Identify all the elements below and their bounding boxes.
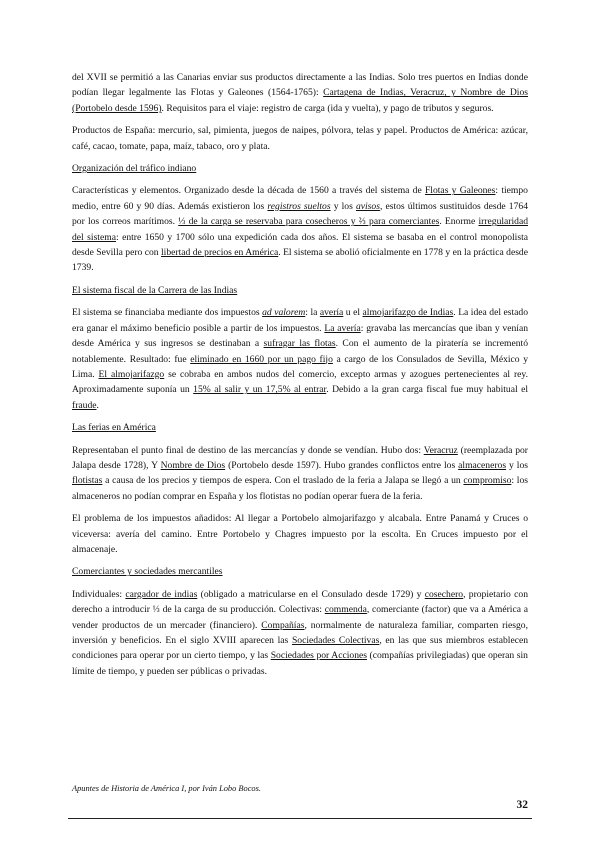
- text-run: . El sistema se abolió oficialmente en 1778 y en la práctica desde 1739.: [72, 247, 528, 274]
- text-run: (obligado a matricularse en el Consulado desde 1729) y: [197, 588, 425, 600]
- text-run: Organización del tráfico indiano: [72, 163, 197, 175]
- emphasized-term: cosechero: [424, 588, 464, 600]
- emphasized-term: Sociedades por Acciones: [270, 650, 367, 662]
- text-run: , propietario con derecho a introducir ⅓ de la carga de su producción. Colectivas:: [72, 588, 528, 616]
- emphasized-term: almaceneros: [458, 459, 507, 471]
- text-run: El sistema se financiaba mediante dos impuestos: [72, 307, 263, 319]
- emphasized-term: compromiso: [463, 475, 512, 487]
- emphasized-term: eliminado en 1660 por un pago fijo: [190, 353, 333, 365]
- text-run: .: [96, 399, 99, 411]
- emphasized-term: Cartagena de Indias, Veracruz, y Nombre de Dios (Portobelo desde 1596): [72, 87, 529, 114]
- text-run: : tiempo medio, entre 60 y 90 días. Además existieron los: [72, 185, 528, 212]
- emphasized-term: registros sueltos: [267, 200, 331, 212]
- page-number: 32: [516, 799, 528, 811]
- text-run: , normalmente de naturaleza familiar, comparten riesgo, inversión y beneficios. En el siglo XVIII aparecen las: [72, 619, 528, 646]
- text-run: Individuales:: [72, 588, 126, 600]
- emphasized-term: irregularidad del sistema: [72, 216, 528, 243]
- paragraph: [72, 183, 528, 275]
- text-run: Las ferias en América: [72, 422, 156, 434]
- paragraph: [72, 305, 528, 413]
- emphasized-term: fraude: [72, 399, 97, 411]
- emphasized-term: Compañías: [261, 619, 305, 631]
- text-run: El problema de los impuestos añadidos: Al llegar a Portobelo almojarifazgo y alcabala. Entre Panamá y Cruces o viceversa: avería del camino. Entre Portobelo y Chagres impuesto por la escolta. En Cruces impuesto por el almacenaje.: [72, 513, 528, 555]
- text-run: Características y elementos. Organizado desde la década de 1560 a través del sistema de: [72, 185, 425, 197]
- text-run: se cobraba en ambos nudos del comercio, excepto armas y azogues pertenecientes al rey. Aproximadamente suponía un: [72, 368, 528, 396]
- emphasized-term: sufragar las flotas: [263, 338, 336, 350]
- emphasized-term: ad valorem: [262, 307, 306, 319]
- document-body: [72, 70, 528, 686]
- text-run: a cargo de los Consulados de Sevilla, México y Lima.: [72, 353, 529, 380]
- text-run: Productos de España: mercurio, sal, pimienta, juegos de naipes, pólvora, telas y papel. Productos de América: azúcar, café, cacao, tomate, papa, maíz, tabaco, oro y plata.: [72, 125, 528, 152]
- emphasized-term: almojarifazgo de Indias: [362, 307, 454, 319]
- emphasized-term: flotistas: [72, 475, 103, 487]
- text-run: u el: [343, 307, 363, 319]
- text-run: , comerciante (factor) que va a América a vender productos de un mercader (financiero).: [72, 604, 528, 631]
- paragraph: [72, 587, 528, 679]
- text-run: : gravaba las mercancías que iban y venían desde América y sus ingresos se destinaban a: [72, 322, 529, 350]
- paragraph: [72, 123, 528, 154]
- text-run: : la: [305, 307, 320, 319]
- emphasized-term: ⅓ de la carga se reservaba para cosecheros y ⅔ para comerciantes: [178, 216, 440, 228]
- text-run: Representaban el punto final de destino de las mercancías y donde se vendían. Hubo dos:: [72, 444, 424, 456]
- section-heading: [72, 564, 528, 579]
- text-run: del XVII se permitió a las Canarias enviar sus productos directamente a las Indias. Solo tres puertos en Indias donde podían llegar legalmente las Flotas y Galeones (1564-1765):: [72, 72, 528, 99]
- text-run: El sistema fiscal de la Carrera de las Indias: [72, 284, 238, 296]
- footer-credit: Apuntes de Historia de América I, por Iván Lobo Bocos.: [72, 784, 261, 793]
- emphasized-term: avería: [319, 307, 344, 319]
- text-run: (reemplazada por Jalapa desde 1728), Y: [72, 444, 528, 471]
- text-run: . Debido a la gran carga fiscal fue muy habitual el: [326, 384, 529, 396]
- emphasized-term: Sociedades Colectivas: [291, 635, 380, 646]
- paragraph: [72, 511, 528, 557]
- emphasized-term: Nombre de Dios: [160, 459, 226, 471]
- text-run: (compañías privilegiadas) que operan sin límite de tiempo, y pueden ser públicas o privadas.: [72, 650, 528, 677]
- section-heading: [72, 283, 528, 298]
- footer-rule: [68, 818, 532, 819]
- text-run: : los almaceneros no podían comprar en España y los flotistas no podían operar fuera de la feria.: [72, 475, 528, 502]
- emphasized-term: commenda: [324, 604, 367, 616]
- text-run: : entre 1650 y 1700 sólo una expedición cada dos años. El sistema se basaba en el control monopolista desde Sevilla pero con: [72, 231, 529, 259]
- text-run: . Requisitos para el viaje: registro de carga (ida y vuelta), y pago de tributos y seguros.: [161, 102, 494, 114]
- text-run: . Enorme: [439, 216, 479, 228]
- text-run: , en las que sus miembros establecen condiciones para operar por un cierto tiempo, y las: [72, 635, 529, 662]
- text-run: , estos últimos sustituidos desde 1764 por los correos marítimos.: [72, 200, 528, 228]
- text-run: Comerciantes y sociedades mercantiles: [72, 566, 223, 578]
- emphasized-term: avisos: [355, 200, 380, 212]
- text-run: . Con el aumento de la piratería se incrementó notablemente. Resultado: fue: [72, 338, 528, 365]
- emphasized-term: Flotas y Galeones: [424, 185, 496, 197]
- section-heading: [72, 161, 528, 176]
- paragraph: [72, 70, 528, 116]
- text-run: y los: [506, 459, 528, 471]
- emphasized-term: Veracruz: [423, 444, 458, 456]
- section-heading: [72, 420, 528, 435]
- text-run: (Portobelo desde 1597). Hubo grandes conflictos entre los: [225, 459, 459, 471]
- emphasized-term: La avería: [324, 322, 361, 334]
- text-run: . La idea del estado era ganar el máximo beneficio posible a partir de los impuestos.: [72, 307, 529, 334]
- text-run: a causa de los precios y tiempos de espera. Con el traslado de la feria a Jalapa se llegó a un: [102, 475, 464, 487]
- paragraph: [72, 443, 528, 505]
- emphasized-term: El almojarifazgo: [98, 368, 165, 380]
- emphasized-term: libertad de precios en América: [161, 247, 279, 259]
- text-run: y los: [330, 200, 356, 212]
- emphasized-term: cargador de indias: [125, 588, 198, 600]
- emphasized-term: 15% al salir y un 17,5% al entrar: [193, 384, 327, 396]
